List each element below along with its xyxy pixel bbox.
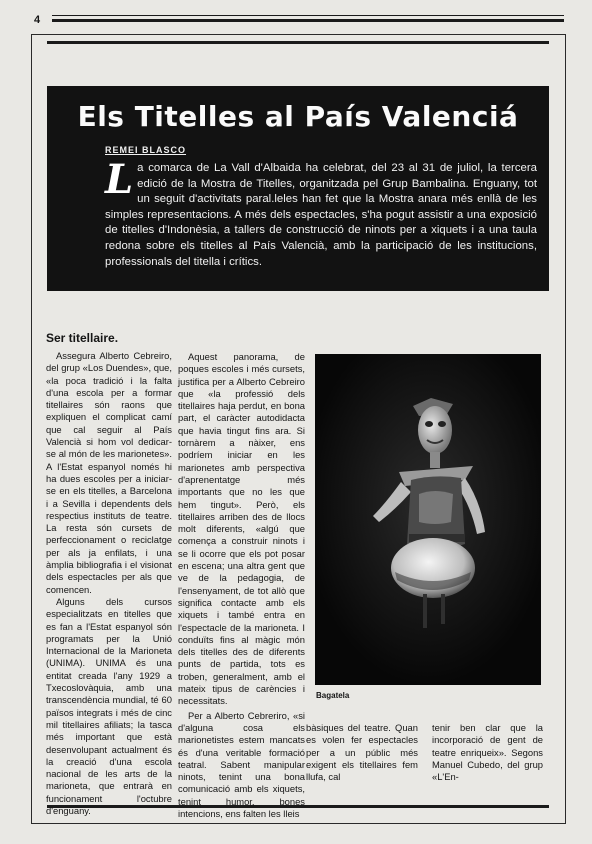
top-rule-thin — [52, 15, 564, 16]
text-column-1 — [46, 350, 172, 817]
col2-paragraph-2: Per a Alberto Cebreriro, «si d'alguna cosa els marionetistes estem mancats és d'una veritable formació teatral. Sabent manipular ninots, tenint una bona comunicació amb els xiquets, tenint humor, bones intencions, ens falten les lleis — [178, 709, 305, 819]
article-header-box — [47, 86, 549, 291]
article-byline: REMEI BLASCO — [105, 145, 187, 155]
frame-top-rule — [47, 41, 549, 44]
col2-paragraph-1: Aquest panorama, de poques escoles i més cursets, justifica per a Alberto Cebreiro que «la professió dels titellaires haja perdut, en bona part, el caràcter autodidacta que havia tingut fins ara. Si tornàrem a nàixer, ens podríem iniciar en les marionetes amb perspectiva d'aprenentatge més importants que no les que hem tingut». Però, els titellaires arriben des de llocs molt diferents, «algú que comença a construir ninots i se li ocorre que els pot posar en escena; una altra gent que ve de la pedagogia, de l'ensenyament, de tot allò que significa contacte amb els xiquets i també entra en l'espectacle de la marioneta. I conduïts fins al màgic món dels titelles des de diferents punts de partida, tots es troben, generalment, amb el mateix tipus de carències i necessitats. — [178, 351, 305, 707]
puppet-photo — [315, 354, 541, 685]
article-lead — [105, 156, 537, 270]
article-title: Els Titelles al País Valenciá — [77, 100, 519, 133]
lead-dropcap: L — [105, 156, 134, 203]
col1-paragraph-1: Assegura Alberto Cebreiro, del grup «Los Duendes», que, «la poca tradició i la falta d'una escola per a formar titellaires són raons que expliquen el complicat camí que cal seguir al País Valencià si hom vol dedicar-se al món de les marionetes». A l'Estat espanyol només hi ha dues escoles per a iniciar-se en els titelles, a Barcelona i a Sevilla i dependents dels respectius instituts de teatre. La resta són cursets de perfeccionament o reciclatge per als ja enfilats, i una àmplia bibliografia i el visionat dels espectacles per als que comencen. — [46, 350, 172, 595]
top-rule-thick — [52, 19, 564, 22]
col4-paragraph: tenir ben clar que la incorporació de gent de teatre enriqueix». Segons Manuel Cubedo, del grup «L'En- — [432, 722, 543, 783]
section-heading: Ser titellaire. — [46, 331, 119, 345]
col1-paragraph-2: Alguns dels cursos especialitzats en titelles que es fan a l'Estat espanyol són programats per la Unió Internacional de la Marioneta (UNIMA). UNIMA és una entitat creada l'any 1929 a Txecoslovàquia, amb una transcendència mundial, té 60 països integrats i més de cinc mil titellaires afiliats; la tasca més important que està desenvolupant actualment és la creació d'una escola nacional de les arts de la marioneta, que entrarà en funcionament l'octubre d'enguany. — [46, 595, 172, 816]
puppet-photo-image — [315, 354, 541, 685]
text-column-3 — [306, 722, 418, 783]
col3-paragraph: bàsiques del teatre. Quan es volen fer espectacles per a un públic més exigent els titellaires fem llufa, cal — [306, 722, 418, 783]
lead-text: a comarca de La Vall d'Albaida ha celebrat, del 23 al 31 de juliol, la tercera edició de la Mostra de Titelles, organitzada pel Grup Bambalina. Enguany, tot un seguit d'activitats paral.leles han fet que la Mostra anara més enllà de les simples representacions. A més dels espectacles, s'ha pogut assistir a una exposició de titelles d'Indonèsia, a tallers de construcció de ninots per a xiquets i a una taula redona sobre els titelles al País Valencià, amb la participació de les institucions, professionals del titella i crítics. — [105, 162, 537, 268]
page-number: 4 — [34, 14, 41, 26]
text-column-4 — [432, 722, 543, 783]
photo-caption: Bagatela — [316, 691, 350, 700]
text-column-2 — [178, 351, 305, 820]
